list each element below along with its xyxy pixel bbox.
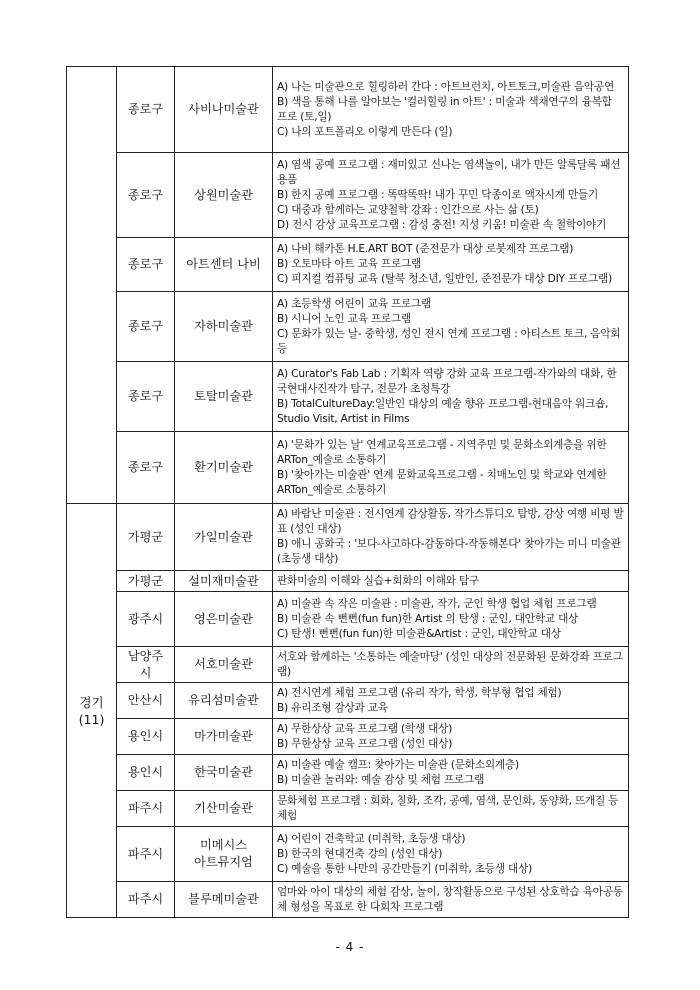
city-cell: 광주시 (117, 592, 175, 647)
city-cell: 종로구 (117, 432, 175, 504)
program-item: 문화체험 프로그램 : 회화, 칠화, 조각, 공예, 염색, 문인화, 동양화, 뜨개질 등 체험 (277, 794, 619, 822)
program-item: A) 전시연계 체험 프로그램 (유리 작가, 학생, 학부형 협업 체험) (277, 686, 562, 699)
table-row (67, 571, 629, 592)
museum-name-cell: 한국미술관 (175, 755, 273, 791)
program-item: A) 미술관 예술 캠프: 찾아가는 미술관 (문화소외계층) (277, 758, 519, 771)
table-row (67, 292, 629, 362)
program-cell (273, 683, 629, 719)
table-row (67, 432, 629, 504)
program-item: A) '문화가 있는 날' 연계교육프로그램 - 지역주민 및 문화소외계층을 위한 ARTon_예술로 소통하기 (277, 438, 607, 466)
program-item: D) 전시 감상 교육프로그램 : 감성 충전! 지성 키움! 미술관 속 철학이야기 (277, 218, 607, 231)
museum-name-cell: 환기미술관 (175, 432, 273, 504)
museum-name-cell: 사비나미술관 (175, 67, 273, 153)
city-cell: 종로구 (117, 238, 175, 292)
table-row (67, 882, 629, 918)
table-row (67, 719, 629, 755)
city-cell: 가평군 (117, 571, 175, 592)
table-row (67, 504, 629, 571)
program-cell (273, 791, 629, 827)
program-item: A) 바람난 미술관 : 전시연계 감상활동, 작가스튜디오 탐방, 감상 여행 비평 발표 (성인 대상) (277, 508, 624, 535)
program-item: 서호와 함께하는 '소통하는 예술마당' (성인 대상의 전문화된 문화강좌 프로그램) (277, 650, 623, 678)
city-cell: 용인시 (117, 755, 175, 791)
museum-name-cell: 영은미술관 (175, 592, 273, 647)
museum-name-cell: 미메시스 아트뮤지엄 (175, 827, 273, 882)
program-cell (273, 153, 629, 238)
program-cell (273, 827, 629, 882)
city-cell: 종로구 (117, 362, 175, 432)
program-item: A) 초등학생 어린이 교육 프로그램 (277, 297, 432, 310)
program-item: B) 미술관 놀러와: 예술 감상 및 체험 프로그램 (277, 773, 485, 786)
program-cell (273, 238, 629, 292)
program-cell (273, 719, 629, 755)
program-item: C) 나의 포트폴리오 이렇게 만든다 (일) (277, 125, 453, 138)
program-item: B) 애니 공화국 : '보다-사고하다-감동하다-작동해본다' 찾아가는 미니 미술관 (초등생 대상) (277, 538, 621, 565)
program-cell (273, 362, 629, 432)
city-cell: 용인시 (117, 719, 175, 755)
program-cell (273, 755, 629, 791)
program-cell (273, 67, 629, 153)
table-row (67, 592, 629, 647)
program-cell (273, 504, 629, 571)
program-cell (273, 571, 629, 592)
program-cell (273, 882, 629, 918)
program-cell (273, 292, 629, 362)
program-item: B) 오토마타 아트 교육 프로그램 (277, 258, 422, 270)
program-item: A) 무한상상 교육 프로그램 (학생 대상) (277, 722, 453, 735)
city-cell: 안산시 (117, 683, 175, 719)
program-item: A) 나비 해카톤 H.E.ART BOT (준전문가 대상 로봇제작 프로그램) (277, 243, 574, 255)
program-item: C) 탄생! 뻔뻔(fun fun)한 미술관&Artist : 군인, 대안학교 대상 (277, 627, 561, 640)
region-cell (67, 67, 117, 504)
museum-name-cell: 설미재미술관 (175, 571, 273, 592)
program-item: C) 대중과 함께하는 교양철학 강좌 : 인간으로 사는 삶 (토) (277, 203, 539, 216)
museum-name-cell: 상원미술관 (175, 153, 273, 238)
program-item: A) Curator's Fab Lab : 기획자 역량 강화 교육 프로그램-작가와의 대화, 한국현대사진작가 탐구, 전문가 초청특강 (277, 367, 617, 395)
city-cell: 가평군 (117, 504, 175, 571)
city-cell: 파주시 (117, 882, 175, 918)
museum-name-cell: 유리섬미술관 (175, 683, 273, 719)
city-cell: 파주시 (117, 791, 175, 827)
table-row (67, 827, 629, 882)
program-item: B) 한국의 현대건축 강의 (성인 대상) (277, 847, 443, 860)
museum-name-cell: 블루메미술관 (175, 882, 273, 918)
city-cell: 종로구 (117, 67, 175, 153)
museum-name-cell: 마가미술관 (175, 719, 273, 755)
program-item: 판화미술의 이해와 실습+회화의 이해와 탐구 (277, 574, 479, 587)
table-row (67, 67, 629, 153)
museum-name-cell: 자하미술관 (175, 292, 273, 362)
program-item: C) 피지컬 컴퓨팅 교육 (탈북 청소년, 일반인, 준전문가 대상 DIY 프로그램) (277, 273, 613, 285)
table-row (67, 647, 629, 683)
program-cell (273, 592, 629, 647)
page-number: - 4 - (335, 940, 365, 954)
program-item: A) 미술관 속 작은 미술관 : 미술관, 작가, 군인 학생 협업 체험 프로그램 (277, 597, 597, 610)
city-cell: 남양주 시 (117, 647, 175, 683)
program-cell (273, 647, 629, 683)
program-item: B) 유리조형 감상과 교육 (277, 701, 388, 714)
program-item: B) TotalCultureDay:일반인 대상의 예술 향유 프로그램-현대음악 워크숍, Studio Visit, Artist in Films (277, 397, 609, 425)
program-item: B) 시니어 노인 교육 프로그램 (277, 312, 412, 325)
program-item: B) 무한상상 교육 프로그램 (성인 대상) (277, 737, 453, 750)
museum-name-cell: 기산미술관 (175, 791, 273, 827)
city-cell: 파주시 (117, 827, 175, 882)
table-row (67, 238, 629, 292)
museum-name-cell: 서호미술관 (175, 647, 273, 683)
program-item: C) 예술을 통한 나만의 공간만들기 (미취학, 초등생 대상) (277, 862, 533, 875)
city-cell: 종로구 (117, 292, 175, 362)
table-row (67, 362, 629, 432)
table-row (67, 153, 629, 238)
museum-name-cell: 토탈미술관 (175, 362, 273, 432)
program-item: A) 나는 미술관으로 힐링하러 간다 : 아트브런치, 아트토크,미술관 음악공연 (277, 80, 614, 93)
program-item: B) 색을 통해 나를 알아보는 '컬러힐링 in 아트' : 미술과 색채연구의 융복합 프로 (토,일) (277, 95, 612, 123)
program-item: B) '찾아가는 미술관' 연계 문화교육프로그램 - 치매노인 및 학교와 연계한 ARTon_예술로 소통하기 (277, 468, 607, 496)
city-cell: 종로구 (117, 153, 175, 238)
table-row (67, 683, 629, 719)
program-item: A) 어린이 건축학교 (미취학, 초등생 대상) (277, 832, 466, 845)
table-row (67, 755, 629, 791)
museum-program-table (66, 66, 629, 918)
program-item: B) 미술관 속 뻔뻔(fun fun)한 Artist 의 탄생 : 군인, 대안학교 대상 (277, 612, 579, 625)
table-row (67, 791, 629, 827)
region-cell: 경기 (11) (67, 504, 117, 918)
program-item: C) 문화가 있는 날- 중학생, 성인 전시 연계 프로그램 : 아티스트 토크, 음악회 등 (277, 327, 621, 355)
program-cell (273, 432, 629, 504)
museum-name-cell: 아트센터 나비 (175, 238, 273, 292)
museum-name-cell: 가일미술관 (175, 504, 273, 571)
program-item: A) 염색 공예 프로그램 : 재미있고 신나는 염색놀이, 내가 만든 알록달록 패션용품 (277, 158, 621, 186)
program-item: B) 한지 공예 프로그램 : 똑딱똑딱! 내가 꾸민 닥종이로 액자시계 만들기 (277, 188, 598, 201)
program-item: 엄마와 아이 대상의 체험 감상, 놀이, 창작활동으로 구성된 상호학습 육아공동체 형성을 목표로 한 다회차 프로그램 (277, 885, 623, 913)
